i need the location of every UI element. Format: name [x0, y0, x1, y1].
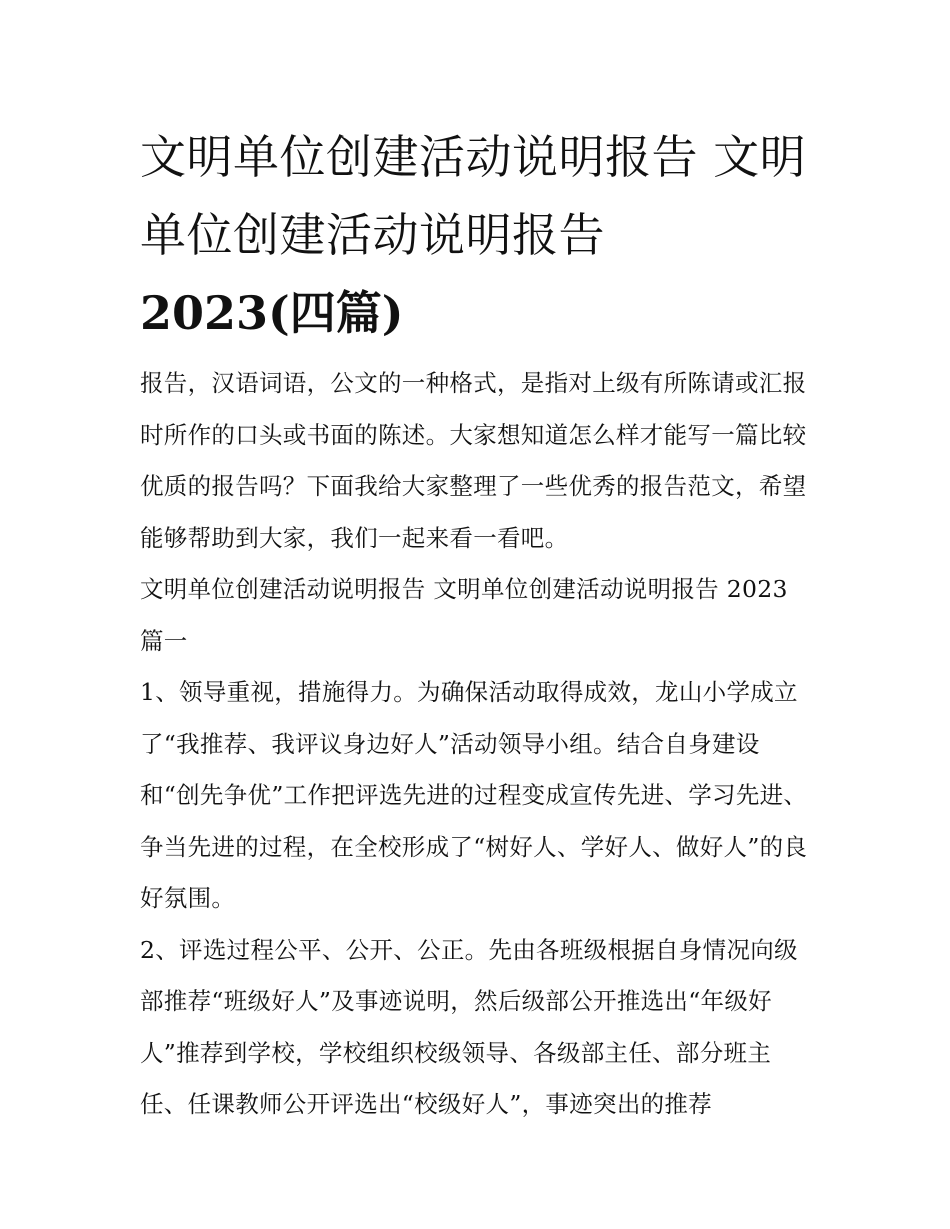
- document-title-main: 文明单位创建活动说明报告 文明单位创建活动说明报告: [140, 130, 807, 262]
- item-2-paragraph: 2、评选过程公平、公开、公正。先由各班级根据自身情况向级部推荐“班级好人”及事迹说明，然后级部公开推选出“年级好人”推荐到学校，学校组织校级领导、各级部主任、部分班主任、任课教师公开评选出“校级好人”，事迹突出的推荐: [140, 935, 798, 1118]
- document-title-year: 2023(四篇): [140, 286, 404, 340]
- item-1-paragraph: 1、领导重视，措施得力。为确保活动取得成效，龙山小学成立了“我推荐、我评议身边好人”活动领导小组。结合自身建设和“创先争优”工作把评选先进的过程变成宣传先进、学习先进、争当先进的过程，在全校形成了“树好人、学好人、做好人”的良好氛围。: [140, 678, 808, 912]
- document-title: [140, 118, 812, 352]
- section-heading-paragraph: 文明单位创建活动说明报告 文明单位创建活动说明报告 2023 篇一: [140, 575, 788, 655]
- intro-paragraph: 报告，汉语词语，公文的一种格式，是指对上级有所陈请或汇报时所作的口头或书面的陈述。大家想知道怎么样才能写一篇比较优质的报告吗？下面我给大家整理了一些优秀的报告范文，希望能够帮助到大家，我们一起来看一看吧。: [140, 369, 807, 552]
- document-body: [140, 358, 812, 1131]
- document-content: [140, 118, 812, 1131]
